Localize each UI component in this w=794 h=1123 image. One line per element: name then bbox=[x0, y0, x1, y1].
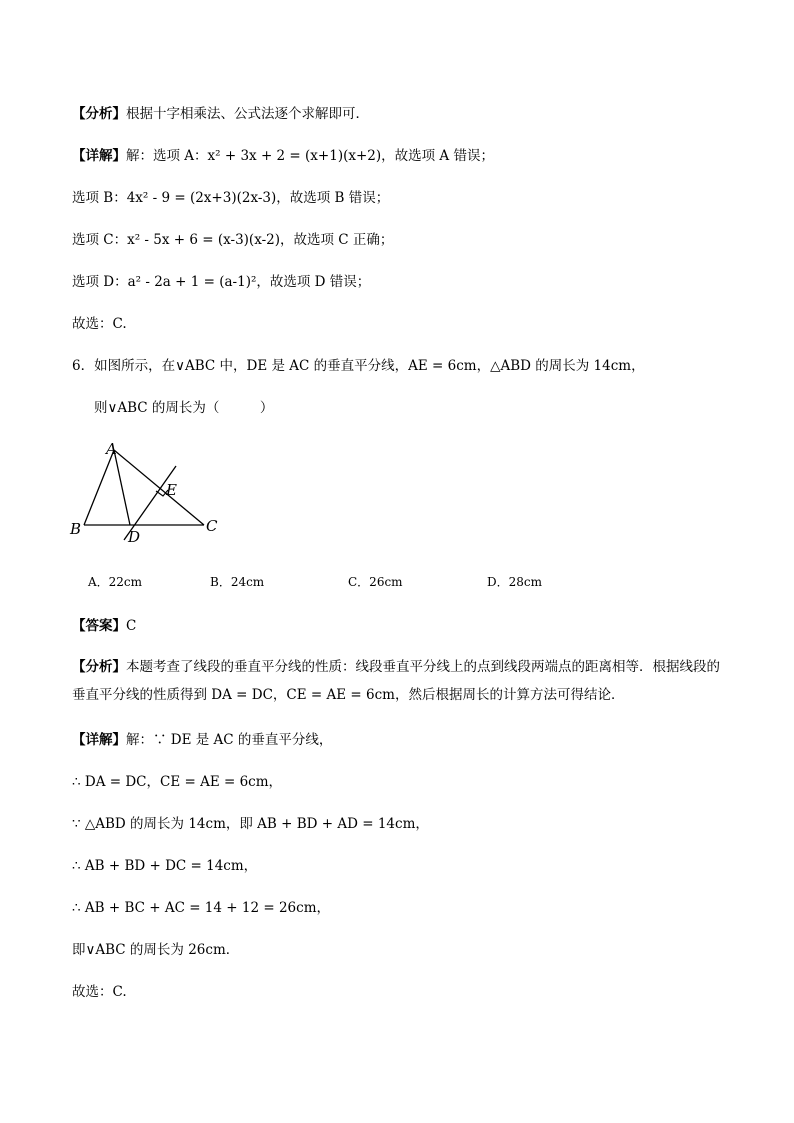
analysis-paragraph-2 bbox=[72, 653, 722, 709]
detail-tag: 【详解】 bbox=[72, 148, 126, 164]
question-stem-line-2: 则∨ABC 的周长为（ ） bbox=[94, 400, 274, 416]
detail-line-b: 选项 B：4x² - 9 = (2x+3)(2x-3)，故选项 B 错误； bbox=[72, 190, 390, 206]
answer-line bbox=[72, 617, 136, 635]
option-c[interactable]: C．26cm bbox=[348, 575, 403, 589]
detail2-line-5: ∴ AB + BC + AC = 14 + 12 = 26cm， bbox=[72, 900, 330, 916]
option-b[interactable]: B．24cm bbox=[210, 575, 265, 589]
detail-option-a: 解：选项 A：x² + 3x + 2 = (x+1)(x+2)，故选项 A 错误； bbox=[126, 148, 494, 164]
detail2-choice: 故选：C. bbox=[72, 984, 127, 1000]
detail2-text-1: 解：∵ DE 是 AC 的垂直平分线， bbox=[126, 732, 333, 748]
analysis-tag-2: 【分析】 bbox=[72, 659, 126, 675]
detail2-line-4: ∴ AB + BD + DC = 14cm， bbox=[72, 858, 258, 874]
detail-line-d: 选项 D：a² - 2a + 1 = (a-1)²，故选项 D 错误； bbox=[72, 274, 371, 290]
segment-ab bbox=[84, 450, 114, 525]
detail2-line-1 bbox=[72, 731, 332, 749]
option-d[interactable]: D．28cm bbox=[487, 575, 542, 589]
detail2-line-3: ∵ △ABD 的周长为 14cm，即 AB + BD + AD = 14cm， bbox=[72, 816, 429, 832]
label-a: A bbox=[106, 440, 117, 458]
analysis-tag: 【分析】 bbox=[72, 106, 126, 122]
analysis-text: 根据十字相乘法、公式法逐个求解即可． bbox=[126, 106, 369, 122]
answer-tag: 【答案】 bbox=[72, 618, 126, 634]
detail-tag-2: 【详解】 bbox=[72, 732, 126, 748]
detail-line-a bbox=[72, 147, 494, 165]
triangle-diagram bbox=[66, 438, 236, 550]
analysis-paragraph-1 bbox=[72, 105, 369, 123]
answer-options bbox=[88, 573, 648, 591]
detail2-line-6: 即∨ABC 的周长为 26cm． bbox=[72, 942, 240, 958]
label-d: D bbox=[128, 528, 141, 546]
label-b: B bbox=[70, 520, 82, 538]
label-c: C bbox=[206, 517, 218, 535]
detail2-line-2: ∴ DA = DC，CE = AE = 6cm， bbox=[72, 774, 283, 790]
option-a[interactable]: A．22cm bbox=[88, 575, 143, 589]
triangle-figure bbox=[66, 438, 236, 554]
detail-line-c: 选项 C：x² - 5x + 6 = (x-3)(x-2)，故选项 C 正确； bbox=[72, 232, 394, 248]
detail-choice: 故选：C. bbox=[72, 316, 127, 332]
analysis-text-2: 本题考查了线段的垂直平分线的性质：线段垂直平分线上的点到线段两端点的距离相等．根据线段的垂直平分线的性质得到 DA = DC，CE = AE = 6cm，然后根据周长的计算方法可得结论． bbox=[72, 659, 720, 703]
answer-value: C bbox=[126, 618, 137, 634]
question-stem-line-1: 6．如图所示，在∨ABC 中，DE 是 AC 的垂直平分线，AE = 6cm，△ABD 的周长为 14cm， bbox=[72, 358, 645, 374]
label-e: E bbox=[166, 481, 177, 499]
